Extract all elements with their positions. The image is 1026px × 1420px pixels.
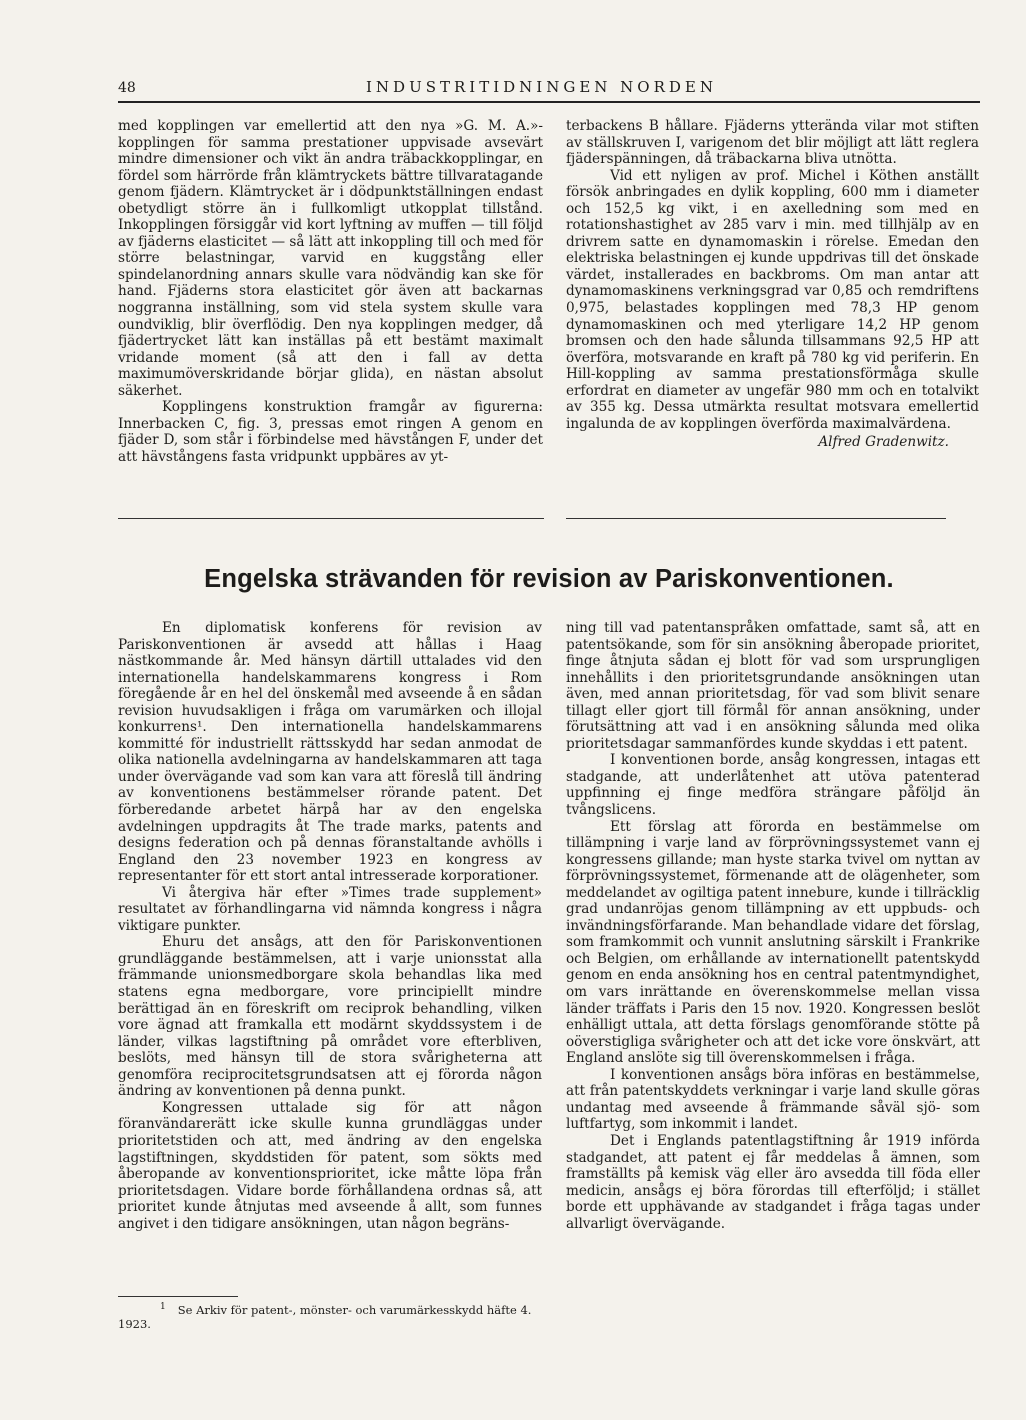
article2-paragraph: En diplomatisk konferens för revision av Pariskonventionen är avsedd att hållas i Haag nästkommande år. Med hänsyn därtill uttalades vid den internationella handelskammarens kongress i Rom föregående år en hel del önskemål med avseende å en sådan revision huvudsakligen i fråga om varumärken och illojal konkurrens¹. Den internationella handelskammarens kommitté för industriellt rättsskydd har sedan anmodat de olika nationella avdelningarna av handelskammaren att taga under övervägande vad som kan vara att föreslå till ändring av konventionens bestämmelser rörande patent. Det förberedande arbetet härpå har av den engelska avdelningen uppdragits åt The trade marks, patents and designs federation och på dennas föranstaltande avhölls i England den 23 november 1923 en kongress av representanter för ett stort antal intresserade korporationer.	[118, 620, 542, 885]
article2-paragraph: Det i Englands patentlagstiftning år 1919 införda stadgandet, att patent ej får meddelas å ämnen, som framställts på kemisk väg eller äro avsedda till föda eller medicin, ansågs ej böra förordas till efterföljd; i stället borde ett upphävande av stadgandet i fråga tagas under allvarligt övervägande.	[566, 1132, 980, 1232]
article2-left-column	[118, 620, 542, 1232]
section-divider-right	[566, 518, 946, 519]
header-rule	[118, 101, 980, 103]
article2-paragraph: Vi återgiva här efter »Times trade supplement» resultatet av förhandlingarna vid nämnda kongress i några viktigare punkter.	[118, 884, 542, 934]
article2-paragraph: ning till vad patentanspråken omfattade, samt så, att en patentsökande, som för sin ansökning åberopade prioritet, finge åtnjuta sådan ej blott för vad som ursprungligen innehållits i den prioritetsgrundande ansökningen utan även, med annan prioritetsdag, för vad som blivit senare tillagt eller gjort till förmål för annan ansökning, under förutsättning att vad i en ansökning sålunda med olika prioritetsdagar sammanfördes kunde skyddas i ett patent.	[566, 620, 980, 752]
article2-paragraph: Ett förslag att förorda en bestämmelse om tillämpning i varje land av förprövningssystemet vann ej kongressens gillande; man hyste starka tvivel om nyttan av förprövningssystemet, förmenande att de olägenheter, som meddelandet av ogiltiga patent innebure, kunde i tillräcklig grad undanröjas genom tillämpning av ett uppbuds- och invändningsförfarande. Man behandlade vidare det förslag, som framkommit och vunnit anslutning särskilt i Frankrike och Belgien, om erhållande av internationellt patentskydd genom en enda ansökning hos en central patentmyndighet, om vars inrättande en överenskommelse mellan vissa länder träffats i Paris den 15 nov. 1920. Kongressen beslöt enhälligt uttala, att detta förslags genomförande stötte på oöverstigliga svårigheter och att det icke vore önskvärt, att England anslöte sig till överenskommelsen i fråga.	[566, 818, 980, 1067]
footnote-rule	[118, 1296, 238, 1297]
article1-paragraph: med kopplingen var emellertid att den nya »G. M. A.»-kopplingen för samma prestationer uppvisade avsevärt mindre dimensioner och vikt än andra träbackkopplingar, en fördel som härrörde från klämtryckets bättre tillvaratagande genom fjädern. Klämtrycket är i dödpunktställningen endast obetydligt större än i fullkomligt utkopplat tillstånd. Inkopplingen försiggår vid kort lyftning av muffen — till följd av fjäderns elasticitet — så lätt att inkoppling till och med för större belastningar, varvid en kuggstång eller spindelanordning annars skulle vara nödvändig kan ske för hand. Fjäderns stora elasticitet gör även att backarnas noggranna inställning, som vid stela system skulle vara oundviklig, blir överflödig. Den nya kopplingen medger, då fjädertrycket lätt kan inställas på ett bestämt maximalt vridande moment (så att den i fall av detta maximumöverskridande börjar glida), en nästan absolut säkerhet.	[118, 118, 543, 399]
article1-left-column	[118, 118, 543, 465]
article1-right-column	[566, 118, 979, 451]
footnote-mark: 1	[160, 1302, 166, 1312]
article2-paragraph: Ehuru det ansågs, att den för Pariskonventionen grundläggande bestämmelsen, att i varje unionsstat alla främmande unionsmedborgare skola behandlas lika med statens egna medborgare, vore principiellt mindre berättigad än en föreskrift om reciprok behandling, vilken vore ägnad att framkalla ett modärnt skyddssystem i de länder, vilkas lagstiftning på området vore efterbliven, beslöts, med hänsyn till de stora svårigheterna att genomföra reciprocitetsgrundsatsen att ej förorda någon ändring av konventionen på denna punkt.	[118, 934, 542, 1100]
section-divider-left	[118, 518, 544, 519]
article2-right-column	[566, 620, 980, 1232]
article2-paragraph: I konventionen borde, ansåg kongressen, intagas ett stadgande, att underlåtenhet att utöva patenterad uppfinning ej finge medföra strängare påföljd än tvångslicens.	[566, 752, 980, 819]
article-title: Engelska strävanden för revision av Pariskonventionen.	[204, 565, 894, 593]
footnote	[118, 1300, 542, 1331]
page-number: 48	[118, 80, 136, 96]
article2-paragraph: I konventionen ansågs böra införas en bestämmelse, att från patentskyddets verkningar i varje land skulle göras undantag med avseende å främmande såväl sjö- som luftfartyg, som inkommit i landet.	[566, 1066, 980, 1133]
article1-paragraph: Kopplingens konstruktion framgår av figurerna: Innerbacken C, fig. 3, pressas emot ringen A genom en fjäder D, som står i förbindelse med hävstången F, under det att hävstångens fasta vridpunkt uppbäres av yt-	[118, 399, 543, 465]
running-title: INDUSTRITIDNINGEN NORDEN	[366, 78, 717, 96]
article2-paragraph: Kongressen uttalade sig för att någon föranvändarerätt icke skulle kunna grundläggas under prioritetstiden och att, med ändring av den engelska lagstiftningen, skyddstiden för patent, som sökts med åberopande av konventionsprioritet, icke måtte löpa från prioritetsdagen. Vidare borde förhållandena ordnas så, att prioritet kunde åtnjutas med avseende å allt, som funnes angivet i den tidigare ansökningen, utan någon begräns-	[118, 1099, 542, 1232]
author-signature: Alfred Gradenwitz.	[818, 434, 949, 451]
article1-paragraph: terbackens B hållare. Fjäderns ytterända vilar mot stiften av ställskruven I, varigenom det blir möjligt att lätt reglera fjäderspänningen, då träbackarna bliva utnötta.	[566, 118, 979, 168]
footnote-text: Se Arkiv för patent-, mönster- och varumärkesskydd häfte 4. 1923.	[118, 1302, 532, 1331]
page-header	[118, 78, 980, 100]
article1-paragraph: Vid ett nyligen av prof. Michel i Köthen anställt försök anbringades en dylik koppling, 600 mm i diameter och 152,5 kg vikt, i en axelledning som med en rotationshastighet av 285 varv i min. med tillhjälp av en drivrem satte en dynamomaskin i rörelse. Emedan den elektriska belastningen ej kunde uppdrivas till det önskade värdet, installerades en backbroms. Om man antar att dynamomaskinens verkningsgrad var 0,85 och remdriftens 0,975, belastades kopplingen med 78,3 HP genom dynamomaskinen och med yterligare 14,2 HP genom bromsen och den hade sålunda tillsammans 92,5 HP att överföra, motsvarande en kraft på 780 kg vid periferin. En Hill-koppling av samma prestationsförmåga skulle erfordrat en diameter av ungefär 980 mm och en totalvikt av 355 kg. Dessa utmärkta resultat motsvara emellertid ingalunda de av kopplingen överförda maximalvärdena.	[566, 167, 979, 432]
